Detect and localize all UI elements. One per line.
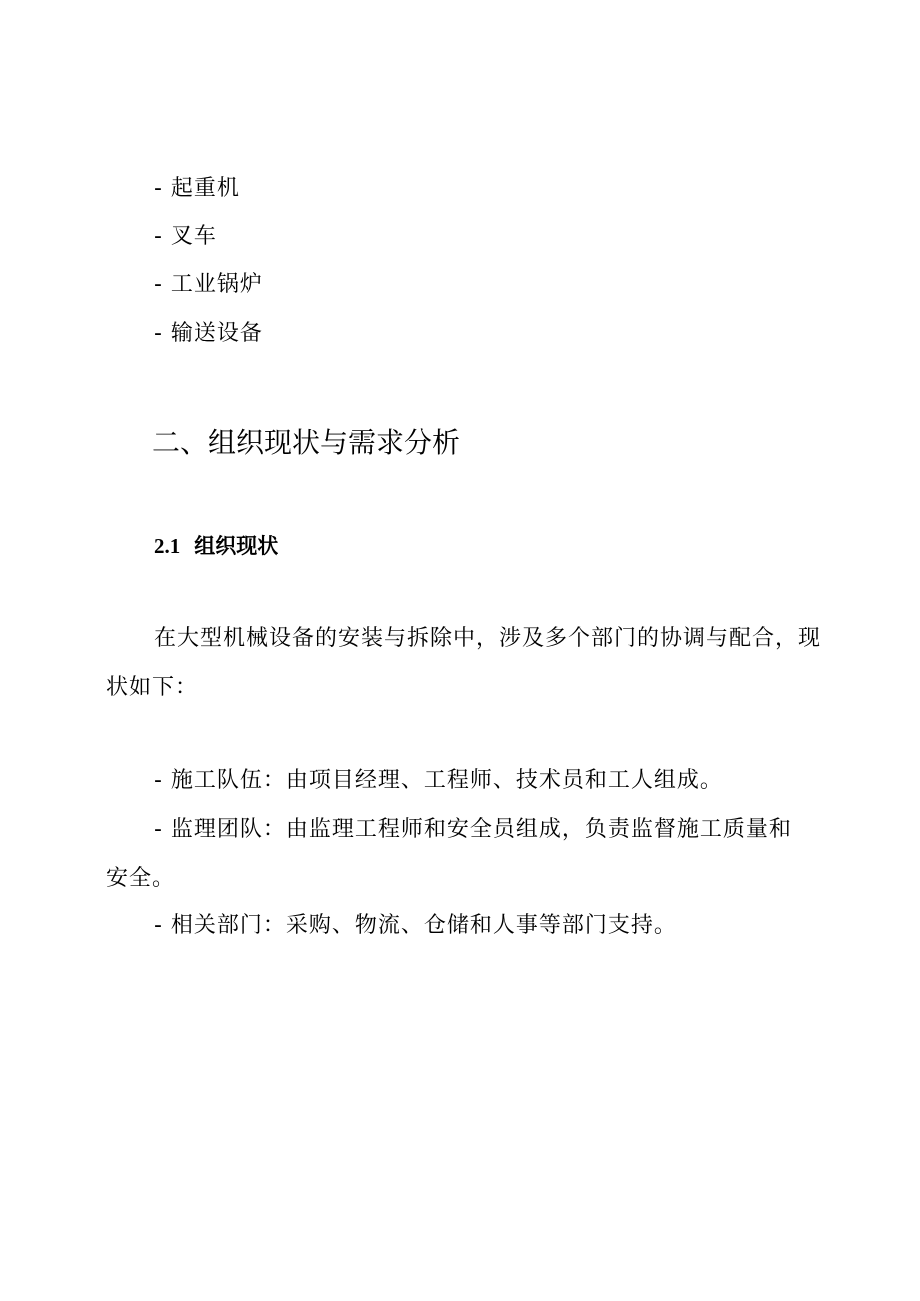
subsection-title: 组织现状 <box>194 534 279 558</box>
list-item: - 施工队伍：由项目经理、工程师、技术员和工人组成。 <box>154 768 723 793</box>
list-item: - 监理团队：由监理工程师和安全员组成，负责监督施工质量和 <box>154 817 792 842</box>
list-item: - 工业锅炉 <box>154 272 263 297</box>
section-heading: 二、组织现状与需求分析 <box>152 426 461 459</box>
paragraph-line: 在大型机械设备的安装与拆除中，涉及多个部门的协调与配合，现 <box>154 626 822 651</box>
subsection-heading <box>154 531 278 561</box>
list-item: - 起重机 <box>154 176 240 201</box>
paragraph-line: 状如下： <box>106 675 199 700</box>
list-item: - 叉车 <box>154 224 217 249</box>
list-item-continuation: 安全。 <box>106 866 176 891</box>
list-item: - 相关部门：采购、物流、仓储和人事等部门支持。 <box>154 913 677 938</box>
list-item: - 输送设备 <box>154 321 263 346</box>
subsection-number: 2.1 <box>154 534 181 558</box>
